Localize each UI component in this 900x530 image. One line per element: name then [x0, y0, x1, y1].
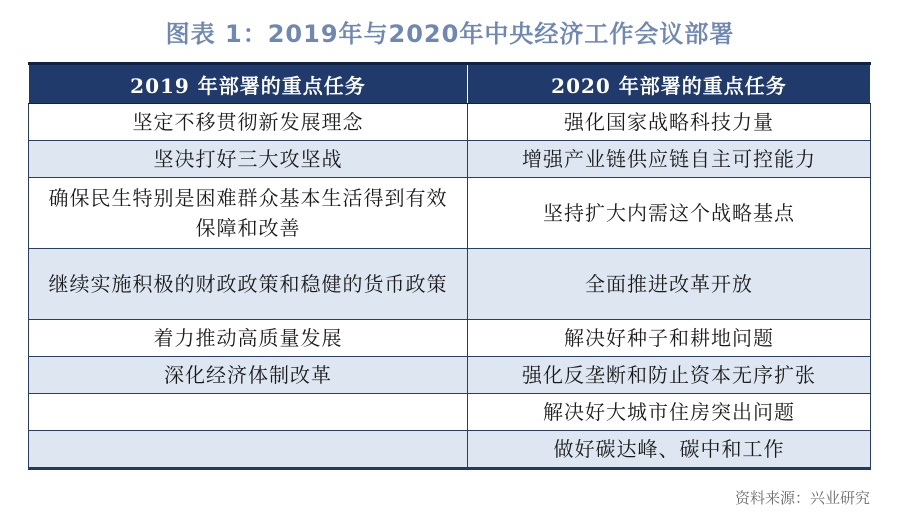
- cell-2020-task: 全面推进改革开放: [468, 249, 871, 320]
- comparison-table-container: [28, 62, 870, 470]
- cell-2020-task: 增强产业链供应链自主可控能力: [468, 141, 871, 178]
- cell-2020-task: 强化反垄断和防止资本无序扩张: [468, 357, 871, 394]
- cell-2020-task: 坚持扩大内需这个战略基点: [468, 178, 871, 249]
- table-header-row: [29, 64, 871, 104]
- cell-2020-task: 做好碳达峰、碳中和工作: [468, 431, 871, 469]
- source-note: 资料来源：兴业研究: [734, 489, 870, 507]
- cell-2019-task: 坚定不移贯彻新发展理念: [29, 104, 468, 141]
- table-row: [29, 141, 871, 178]
- cell-2019-task: 继续实施积极的财政政策和稳健的货币政策: [29, 249, 468, 320]
- column-header-2020: 2020 年部署的重点任务: [468, 64, 871, 104]
- table-row: [29, 178, 871, 249]
- table-row: [29, 394, 871, 431]
- table-row: [29, 431, 871, 469]
- cell-2019-task: [29, 394, 468, 431]
- table-row: [29, 320, 871, 357]
- cell-2019-task: 确保民生特别是困难群众基本生活得到有效保障和改善: [29, 178, 468, 249]
- comparison-table: [28, 62, 871, 470]
- column-header-2019: 2019 年部署的重点任务: [29, 64, 468, 104]
- table-row: [29, 249, 871, 320]
- cell-2019-task: 着力推动高质量发展: [29, 320, 468, 357]
- cell-2020-task: 强化国家战略科技力量: [468, 104, 871, 141]
- cell-2020-task: 解决好种子和耕地问题: [468, 320, 871, 357]
- table-row: [29, 357, 871, 394]
- page-title: 图表 1：2019年与2020年中央经济工作会议部署: [165, 20, 735, 48]
- table-row: [29, 104, 871, 141]
- cell-2020-task: 解决好大城市住房突出问题: [468, 394, 871, 431]
- cell-2019-task: 深化经济体制改革: [29, 357, 468, 394]
- cell-2019-task: [29, 431, 468, 469]
- cell-2019-task: 坚决打好三大攻坚战: [29, 141, 468, 178]
